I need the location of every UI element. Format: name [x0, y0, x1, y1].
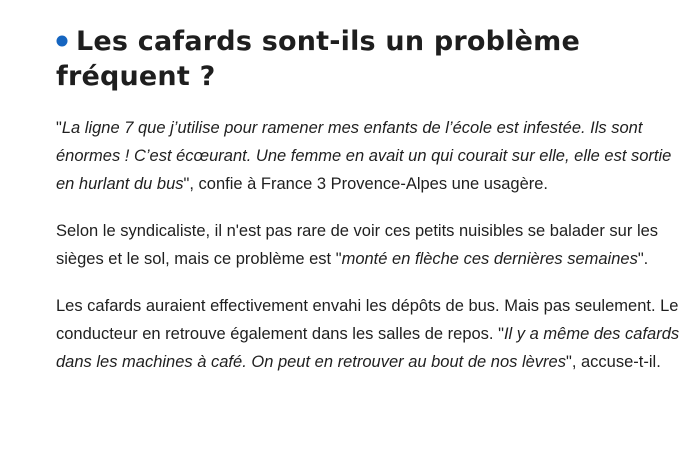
section-heading-text: Les cafards sont-ils un problème fréquent ? [56, 26, 581, 92]
attribution-1: ", confie à France 3 Provence-Alpes une usagère. [183, 175, 548, 193]
paragraph-3 [56, 292, 681, 376]
quote-2: monté en flèche ces dernières semaines [341, 250, 638, 268]
paragraph-1 [56, 114, 681, 198]
article-body [56, 24, 681, 376]
quote-1: La ligne 7 que j’utilise pour ramener mes enfants de l’école est infestée. Ils sont énormes ! C’est écœurant. Une femme en avait un qui courait sur elle, elle est sortie en hurlant du bus [56, 119, 672, 193]
paragraph-2 [56, 217, 681, 273]
text-after-quote-2: ". [637, 250, 649, 268]
text-before-quote-3: Les cafards auraient effectivement envahi les dépôts de bus. Mais pas seulement. Le conducteur en retrouve également dans les salles de repos. " [56, 297, 679, 343]
text-before-quote-2: Selon le syndicaliste, il n'est pas rare de voir ces petits nuisibles se balader sur les sièges et le sol, mais ce problème est " [56, 222, 659, 268]
section-heading [56, 24, 681, 94]
bullet-dot-icon [56, 35, 68, 47]
text-after-quote-3: ", accuse-t-il. [565, 353, 661, 371]
quote-open: " [56, 119, 62, 137]
quote-3: Il y a même des cafards dans les machines à café. On peut en retrouver au bout de nos lèvres [56, 325, 680, 371]
